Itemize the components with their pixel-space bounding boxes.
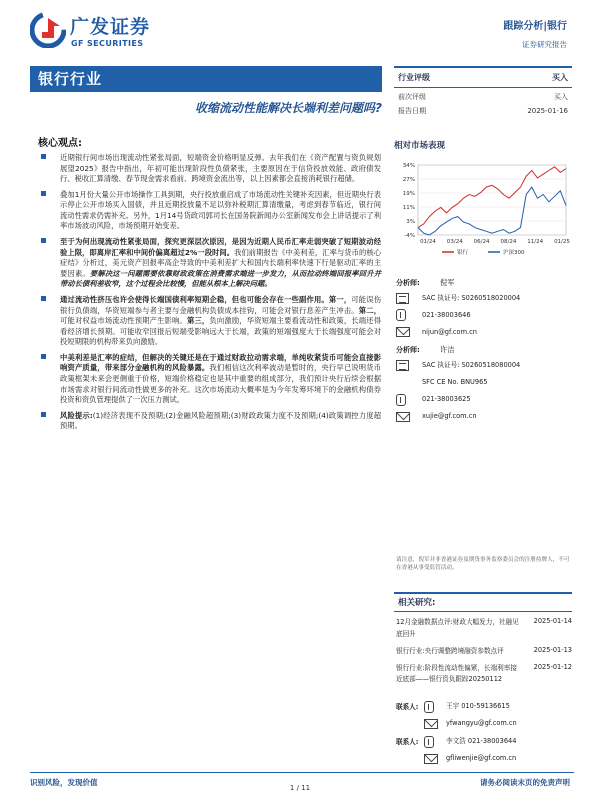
footer-slogan: 识别风险，发现价值 xyxy=(30,778,98,787)
related-item-date: 2025-01-14 xyxy=(533,617,572,625)
email-icon xyxy=(396,412,410,422)
y-tick-label: 34% xyxy=(402,163,415,169)
analyst-phone: 021-38003625 xyxy=(422,395,471,404)
bullet-bold: 第二， xyxy=(358,305,382,315)
contact-email[interactable]: yfwangyu@gf.com.cn xyxy=(446,719,517,728)
license-note: 请注意，倪军并非香港证券及期货事务监察委员会的注册持牌人，不可在香港从事受监管活动。 xyxy=(396,557,570,572)
related-item-date: 2025-01-12 xyxy=(533,662,572,671)
y-tick-label: 19% xyxy=(402,191,415,197)
chart-title: 相对市场表现 xyxy=(394,141,446,151)
contact-phone-line xyxy=(424,735,574,749)
analyst-phone-line xyxy=(396,393,574,407)
industry-title: 银行行业 xyxy=(30,66,382,92)
related-item-title[interactable]: 银行行业:阶段性流动性偏紧，长端利率接近底部——银行资负跟踪20250112 xyxy=(396,663,517,684)
bullet-bold: 中美利差是汇率的症结，但解决的关键还是在于通过财政拉动需求端，单纯收紧货币可能会直接影响资产质量，带来部分金融机构的风险暴露。 xyxy=(60,352,381,373)
analyst-sac: SAC 执证号: S0260518080004 xyxy=(422,361,521,370)
report-header xyxy=(503,20,567,50)
bullet-bold: 第三， xyxy=(186,316,210,326)
analyst-sfc: SFC CE No. BNU965 xyxy=(422,378,488,387)
bullet-bold: 至于为何出现流动性紧张局面，探究更深层次原因，是因为近期人民币汇率走弱突破了短期波动经验上限，即离岸汇率和中间价偏离超过2%一段时间。 xyxy=(60,237,381,257)
analyst-phone: 021-38003646 xyxy=(422,310,471,319)
core-bullet-3 xyxy=(38,237,381,290)
bullet-text: 负向激励，华资短端主要看流动性和政策，长端还得看经济增长预期。可能收窄回报后短端受影响远大于长端，政策的短端强度大于长端强度可能会对投短期限的机构带来负向激励。 xyxy=(60,316,382,347)
core-views xyxy=(38,153,381,437)
contact-email[interactable]: gfliwenjie@gf.com.cn xyxy=(446,754,517,763)
bullet-text: 可能对权益市场流动性预期产生影响。 xyxy=(60,316,187,326)
phone-icon xyxy=(424,736,434,748)
bullet-square-icon xyxy=(41,238,46,243)
email-icon xyxy=(396,327,410,337)
email-icon xyxy=(424,754,438,764)
related-title: 相关研究: xyxy=(394,592,572,612)
related-item-title[interactable]: 12月金融数据点评:财政大幅发力，社融见底回升 xyxy=(396,618,519,638)
x-tick-label: 08/24 xyxy=(500,239,517,245)
rating-head-label: 行业评级 xyxy=(398,73,430,82)
series-line-bank xyxy=(418,167,566,228)
footer-divider xyxy=(30,772,574,773)
contact-email-line xyxy=(424,752,574,766)
legend-label: 沪深300 xyxy=(503,250,525,256)
gf-logo-icon xyxy=(30,12,66,48)
gf-logo xyxy=(30,10,160,50)
logo-en-text: GF SECURITIES xyxy=(71,39,144,48)
bullet-text: 叠加1月份大量公开市场操作工具到期，央行投放重启成了市场流动性关键补充因素，但近期央行表示停止公开市场买入国债，并且近期投放量不足以弥补税期汇算清缴量，考虑到春节临近，银行间流动性需求仍需补充。另外，1月14号货政司郭司长在国务院新闻办公室新闻发布会上讲话提示了利率市场波动风险，市场预期开始变差。 xyxy=(60,189,381,231)
analyst-label: 分析师: xyxy=(396,346,420,355)
id-card-icon xyxy=(396,293,409,304)
y-tick-label: 27% xyxy=(402,177,415,183)
report-sub: 证券研究报告 xyxy=(522,39,567,49)
related-item-title[interactable]: 银行行业:央行调整跨境融资参数点评 xyxy=(396,646,504,655)
analyst-label: 分析师: xyxy=(396,279,420,287)
x-tick-label: 01/24 xyxy=(420,239,436,245)
related-item[interactable] xyxy=(396,663,572,687)
page-number: 1 / 11 xyxy=(289,784,311,792)
bullet-bold: 第一， xyxy=(328,294,352,304)
rating-prev-row xyxy=(394,88,572,102)
bullet-square-icon xyxy=(41,191,46,196)
analysts-panel xyxy=(396,278,574,430)
analyst-sac-line xyxy=(396,291,574,305)
bullet-text: 近期银行间市场出现流动性紧张局面，短端资金价格明显反弹。去年我们在《资产配置与资负规划展望2025》报告中指出，年初可能出现阶段性负债紧张，主要原因在于信贷投放效能、政府债发行、税收汇算清缴、春节现金需求看前、跨境资金流出等，以上因素都会直接消耗银行超储。 xyxy=(60,153,381,184)
email-icon xyxy=(424,719,438,729)
phone-icon xyxy=(396,309,406,321)
core-bullet-1 xyxy=(38,153,381,185)
bullet-square-icon xyxy=(41,154,46,159)
analyst-email-line xyxy=(396,325,574,339)
analyst-sac: SAC 执证号: S0260518020004 xyxy=(422,293,521,302)
contact-label: 联系人: xyxy=(396,738,419,746)
core-bullet-4 xyxy=(38,295,381,348)
core-bullet-5 xyxy=(38,353,381,406)
relative-performance-chart xyxy=(392,155,574,259)
rating-head xyxy=(394,66,572,88)
report-type: 跟踪分析|银行 xyxy=(503,21,567,32)
rating-prev-value: 买入 xyxy=(554,92,568,101)
analyst-name: 倪军 xyxy=(440,278,455,287)
x-tick-label: 11/24 xyxy=(527,239,544,245)
phone-icon xyxy=(424,701,434,713)
bullet-text: 我们相信这次利率波动是暂时的，央行早已说明货币政策框架未来会更侧重于价格，短端价格稳定也是其中重要的组成部分，我们预计央行后续会根据市场需求对银行间流动性做更多的补充。这次市场流动大概率是为今年发筹环境下的金融机构债券投资和资负管理提供了一次压力测试。 xyxy=(60,363,382,405)
rating-date-row xyxy=(394,102,572,116)
y-tick-label: 3% xyxy=(406,219,415,225)
bullet-square-icon xyxy=(41,296,46,301)
legend-label: 银行 xyxy=(457,250,469,256)
related-item[interactable] xyxy=(396,617,572,641)
contact-phone-line xyxy=(424,700,574,714)
analyst-name: 许洁 xyxy=(440,345,455,355)
bullet-text: 我们前期报告《中美利差，汇率与货币的核心症结》分析过，美元资产回报率高企导致的中美利差扩大和国内长端利率快速下行是驱动汇率的主要因素。 xyxy=(60,247,381,278)
analyst-1 xyxy=(396,278,574,339)
rating-date-value: 2025-01-16 xyxy=(527,106,568,115)
rating-head-value: 买入 xyxy=(552,73,568,82)
bullet-square-icon xyxy=(41,354,46,359)
y-tick-label: -4% xyxy=(404,233,415,239)
phone-icon xyxy=(396,394,406,406)
analyst-email-line xyxy=(396,410,574,424)
series-line-csi300 xyxy=(418,187,566,235)
contacts-panel xyxy=(396,700,574,770)
related-item-date: 2025-01-13 xyxy=(533,645,572,654)
x-tick-label: 06/24 xyxy=(473,239,490,245)
logo-cn-text: 广发证券 xyxy=(70,16,151,38)
rating-panel xyxy=(394,66,572,116)
bullet-text: (1)经济表现不及预期;(2)金融风险超预期;(3)财政政策力度不及预期;(4)政策调控力度超预期。 xyxy=(60,410,382,431)
plot-frame xyxy=(418,165,566,235)
bullet-bold: 通过流动性挤压也许会使得长端国债利率短期企稳，但也可能会存在一些副作用。 xyxy=(60,294,329,304)
core-bullet-2 xyxy=(38,190,381,232)
report-subtitle: 收缩流动性能解决长端利差问题吗? xyxy=(195,101,382,115)
core-bullet-6 xyxy=(38,411,381,432)
rating-prev-label: 前次评级 xyxy=(398,92,426,101)
bullet-bold: 风险提示: xyxy=(60,410,93,420)
analyst-sac-line xyxy=(396,359,574,373)
analyst-2 xyxy=(396,345,574,423)
bullet-bold: 要解决这一问题需要依靠财政政策在消费需求端进一步发力，从而拉动终端回报率回升并带动长债利差收窄，这个过程会比较慢，但能从根本上解决问题。 xyxy=(60,268,382,289)
bullet-square-icon xyxy=(41,412,46,417)
id-card-icon xyxy=(396,360,409,371)
y-tick-label: 11% xyxy=(402,205,415,211)
footer-disclaimer[interactable]: 请务必阅读末页的免责声明 xyxy=(480,778,570,787)
contact-label: 联系人: xyxy=(396,703,419,711)
x-tick-label: 01/25 xyxy=(554,239,570,245)
related-list xyxy=(396,617,572,691)
analyst-email[interactable]: nijun@gf.com.cn xyxy=(422,327,477,336)
x-tick-label: 03/24 xyxy=(446,239,463,245)
bullet-text: 可能误伤银行负债端，华资短端参与者主要与金融机构负债成本挂钩，可能会对银行息差产生冲击。 xyxy=(60,294,382,315)
analyst-email[interactable]: xujie@gf.com.cn xyxy=(422,412,477,421)
contact-email-line xyxy=(424,717,574,731)
contact-2 xyxy=(396,735,574,766)
analyst-phone-line xyxy=(396,308,574,322)
contact-name-phone: 李文浩 021-38003644 xyxy=(446,737,517,746)
contact-1 xyxy=(396,700,574,731)
related-item[interactable] xyxy=(396,646,572,658)
contact-name-phone: 王宇 010-59136615 xyxy=(446,702,510,711)
core-title: 核心观点: xyxy=(38,138,82,149)
analyst-sfc-line xyxy=(396,376,574,390)
rating-date-label: 报告日期 xyxy=(398,106,426,115)
